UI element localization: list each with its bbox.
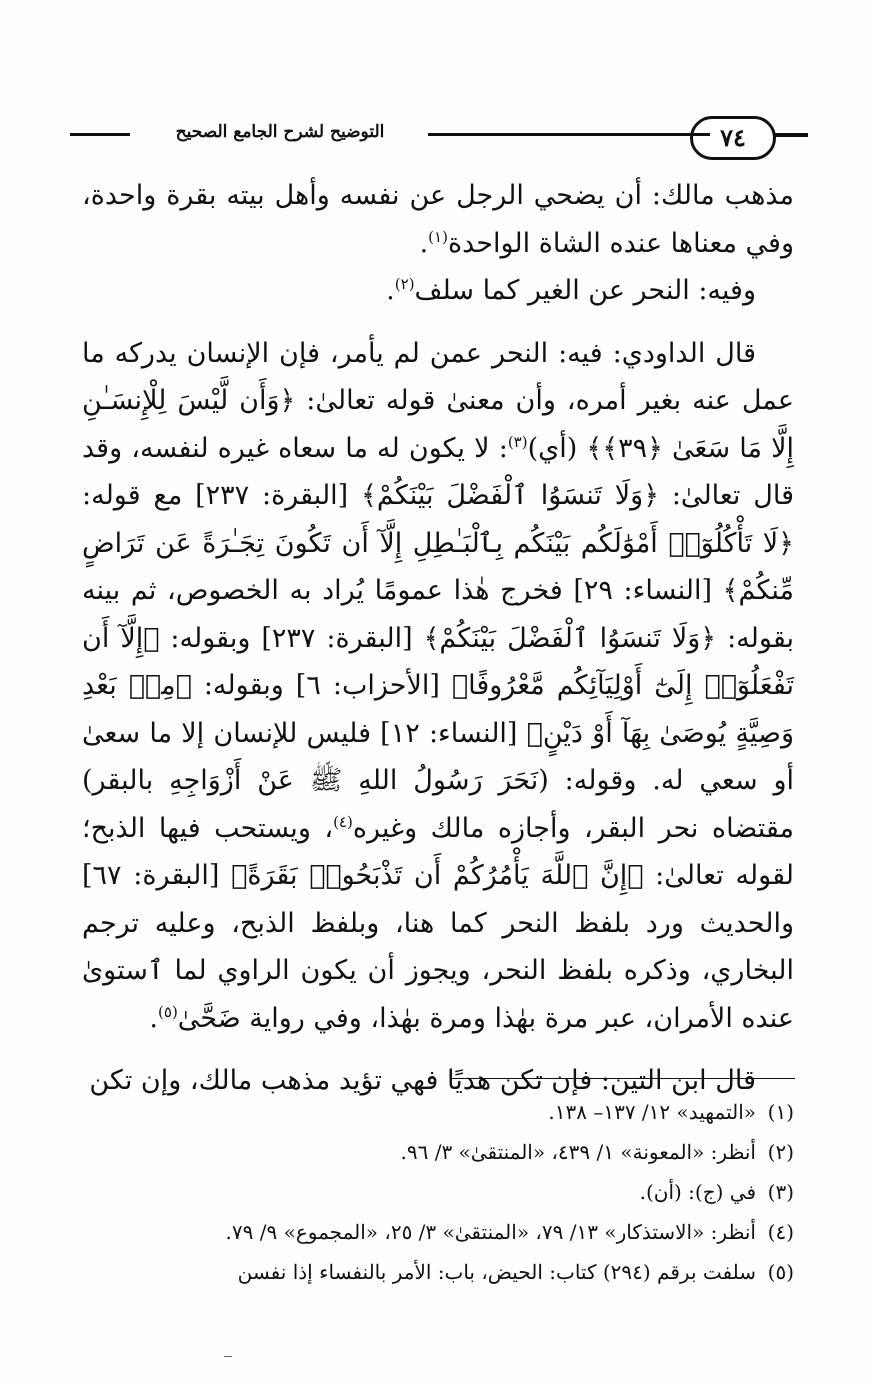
footnote-number: (٤): [767, 1220, 794, 1244]
page-number: ٧٤: [690, 116, 776, 160]
footnote-item: [82, 1252, 794, 1292]
footnote-number: (٢): [767, 1140, 794, 1164]
paragraph-text: : لا يكون له ما سعاه غيره لنفسه، وقد قال تعالىٰ: ﴿وَلَا تَنسَوُا ٱلْفَضْلَ بَيْنَكُمْ﴾ [البقرة: ٢٣٧] مع قوله: ﴿لَا تَأْكُلُوٓا۟ أَمْوَٰلَكُم بَيْنَكُم بِٱلْبَـٰطِلِ إِلَّآ أَن تَكُونَ تِجَـٰرَةً عَن تَرَاضٍ مِّنكُمْ﴾ [النساء: ٢٩] فخرج هٰذا عمومًا يُراد به الخصوص، ثم بينه بقوله: ﴿وَلَا تَنسَوُا ٱلْفَضْلَ بَيْنَكُمْ﴾ [البقرة: ٢٣٧] وبقوله: ﴿إِلَّآ أَن تَفْعَلُوٓا۟ إِلَىٰٓ أَوْلِيَآئِكُم مَّعْرُوفًا﴾ [الأحزاب: ٦] وبقوله: ﴿مِنۢ بَعْدِ وَصِيَّةٍ يُوصَىٰ بِهَآ أَوْ دَيْنٍ﴾ [النساء: ١٢] فليس للإنسان إلا ما سعىٰ أو سعي له. وقوله: (نَحَرَ رَسُولُ اللهِ ﷺ عَنْ أَزْوَاجِهِ بالبقر) مقتضاه نحر البقر، وأجازه مالك وغيره: [82, 432, 795, 844]
footnote-item: [82, 1092, 794, 1132]
footnote-number: (١): [767, 1100, 794, 1124]
paragraph-text: قال الداودي: فيه: النحر عمن لم يأمر، فإن الإنسان يدركه ما عمل عنه بغير أمره، وأن معنىٰ قوله تعالىٰ: ﴿وَأَن لَّيْسَ لِلْإِنسَـٰنِ إِلَّا مَا سَعَىٰ ﴿٣٩﴾﴾ (أي): [82, 337, 794, 464]
footnote-ref: (٢): [394, 275, 415, 293]
paragraph-text: مذهب مالك: أن يضحي الرجل عن نفسه وأهل بيته بقرة واحدة، وفي معناها عنده الشاة الواحدة: [82, 180, 794, 259]
header-rule-right: [428, 133, 710, 136]
footnote-text: في (ج): (أن).: [639, 1180, 756, 1204]
footnote-number: (٥): [767, 1260, 794, 1284]
footnote-item: [82, 1212, 794, 1252]
scan-mark: [224, 1356, 232, 1357]
header-rule-left: [70, 133, 130, 136]
footnotes: [82, 1092, 794, 1292]
footnote-text: أنظر: «الاستذكار» ١٣/ ٧٩، «المنتقىٰ» ٣/ ٢٥، «المجموع» ٩/ ٧٩.: [225, 1220, 756, 1244]
paragraph: [82, 330, 794, 1043]
footnote-ref: (٣): [507, 432, 528, 451]
paragraph-text: وفيه: النحر عن الغير كما سلف: [414, 275, 756, 306]
paragraph-tail: .: [386, 275, 395, 306]
paragraph: [82, 172, 794, 267]
page-header: [70, 112, 808, 162]
footnote-ref: (١): [428, 227, 448, 246]
footnote-ref: (٤): [333, 812, 353, 831]
paragraph-text: ، ويستحب فيها الذبح؛ لقوله تعالىٰ: ﴿إِنَّ ٱللَّهَ يَأْمُرُكُمْ أَن تَذْبَحُوا۟ بَقَرَةً﴾ [البقرة: ٦٧] والحديث ورد بلفظ النحر كما هنا، وبلفظ الذبح، وعليه ترجم البخاري، وذكره بلفظ النحر، ويجوز أن يكون الراوي لما ٱستوىٰ عنده الأمران، عبر مرة بهٰذا ومرة بهٰذا، وفي رواية ضَحَّىٰ: [82, 812, 794, 1034]
running-title: التوضيح لشرح الجامع الصحيح: [175, 122, 385, 142]
paragraph-text: قال ابن التين: فإن تكن هديًا فهي تؤيد مذهب مالك، وإن تكن: [89, 1065, 756, 1096]
footnote-text: «التمهيد» ١٢/ ١٣٧– ١٣٨.: [548, 1100, 756, 1124]
paragraph-tail: .: [149, 1002, 159, 1034]
main-text: [82, 172, 794, 1105]
footnote-item: [82, 1132, 794, 1172]
footnote-number: (٣): [767, 1180, 794, 1204]
footnote-separator: [450, 1078, 795, 1079]
footnote-text: سلفت برقم (٢٩٤) كتاب: الحيض، باب: الأمر بالنفساء إذا نفسن: [237, 1260, 756, 1284]
footnote-ref: (٥): [158, 1002, 178, 1021]
footnote-item: [82, 1172, 794, 1212]
paragraph: [82, 267, 794, 315]
footnote-text: أنظر: «المعونة» ١/ ٤٣٩، «المنتقىٰ» ٣/ ٩٦.: [400, 1140, 756, 1164]
paragraph-tail: .: [419, 227, 429, 259]
